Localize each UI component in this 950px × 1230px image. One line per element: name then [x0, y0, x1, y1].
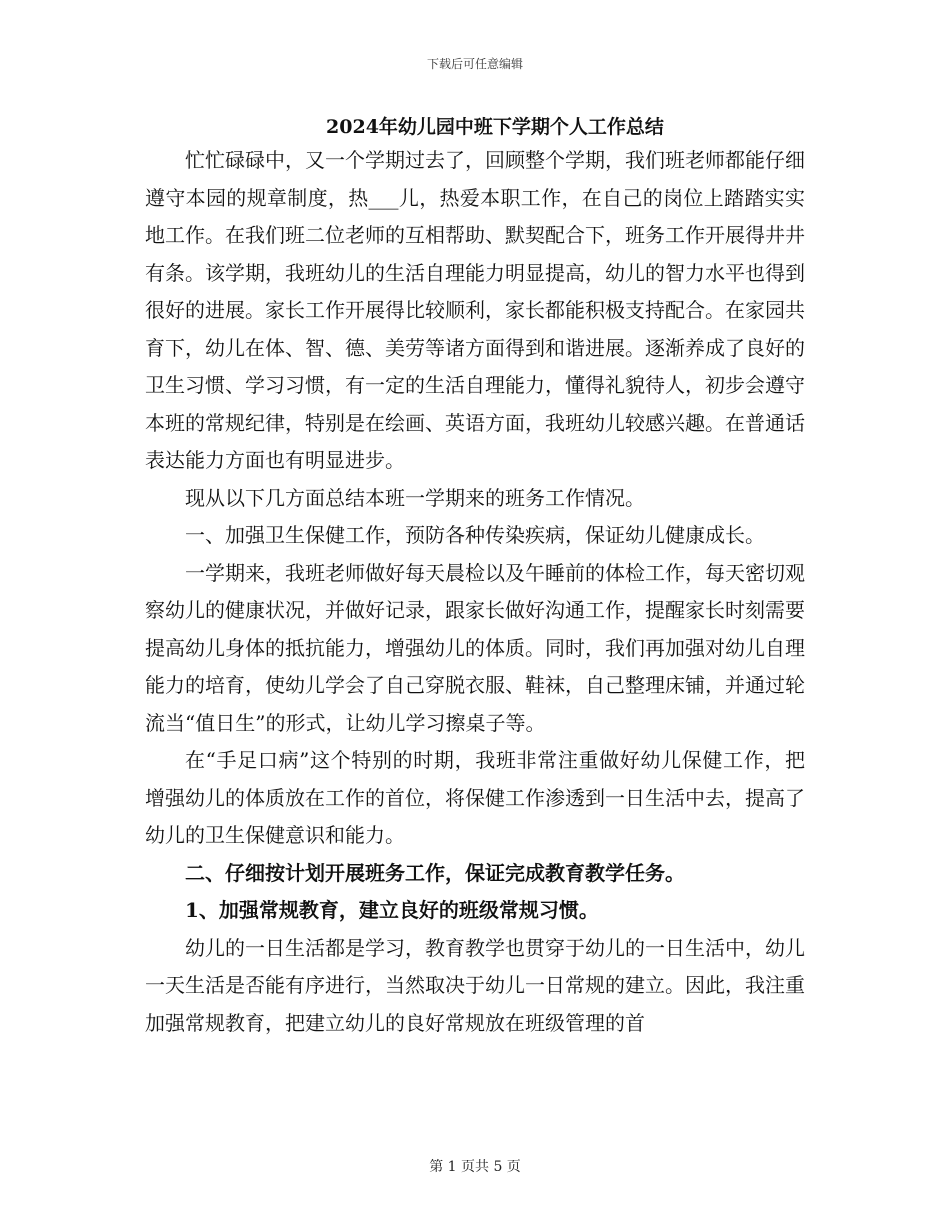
document-body: [145, 114, 805, 1042]
page-number: 第 1 页共 5 页: [429, 1159, 521, 1175]
page-header-note: 下载后可任意编辑: [426, 57, 523, 71]
paragraph-intro: 忙忙碌碌中，又一个学期过去了，回顾整个学期，我们班老师都能仔细遵守本园的规章制度，热___儿，热爱本职工作，在自己的岗位上踏踏实实地工作。在我们班二位老师的互相帮助、默契配合下，班务工作开展得井井有条。该学期，我班幼儿的生活自理能力明显提高，幼儿的智力水平也得到很好的进展。家长工作开展得比较顺利，家长都能积极支持配合。在家园共育下，幼儿在体、智、德、美劳等诸方面得到和谐进展。逐渐养成了良好的卫生习惯、学习习惯，有一定的生活自理能力，懂得礼貌待人，初步会遵守本班的常规纪律，特别是在绘画、英语方面，我班幼儿较感兴趣。在普通话表达能力方面也有明显进步。: [145, 148, 805, 472]
paragraph-overview: 现从以下几方面总结本班一学期来的班务工作情况。: [185, 485, 645, 510]
document-title: 2024年幼儿园中班下学期个人工作总结: [326, 116, 664, 138]
section-heading-health: 一、加强卫生保健工作，预防各种传染疾病，保证幼儿健康成长。: [185, 523, 765, 547]
paragraph-hfmd: 在“手足口病”这个特别的时期，我班非常注重做好幼儿保健工作，把增强幼儿的体质放在工作的首位，将保健工作渗透到一日生活中去，提高了幼儿的卫生保健意识和能力。: [145, 748, 805, 847]
paragraph-health-work: 一学期来，我班老师做好每天晨检以及午睡前的体检工作，每天密切观察幼儿的健康状况，并做好记录，跟家长做好沟通工作，提醒家长时刻需要提高幼儿身体的抵抗能力，增强幼儿的体质。同时，我们再加强对幼儿自理能力的培育，使幼儿学会了自己穿脱衣服、鞋袜，自己整理床铺，并通过轮流当“值日生”的形式，让幼儿学习擦桌子等。: [145, 560, 805, 735]
subsection-heading-routine: 1、加强常规教育，建立良好的班级常规习惯。: [185, 898, 599, 922]
section-heading-class-work: 二、仔细按计划开展班务工作，保证完成教育教学任务。: [185, 860, 685, 885]
paragraph-routine: 幼儿的一日生活都是学习，教育教学也贯穿于幼儿的一日生活中，幼儿一天生活是否能有序进行，当然取决于幼儿一日常规的建立。因此，我注重加强常规教育，把建立幼儿的良好常规放在班级管理的首: [145, 935, 805, 1035]
